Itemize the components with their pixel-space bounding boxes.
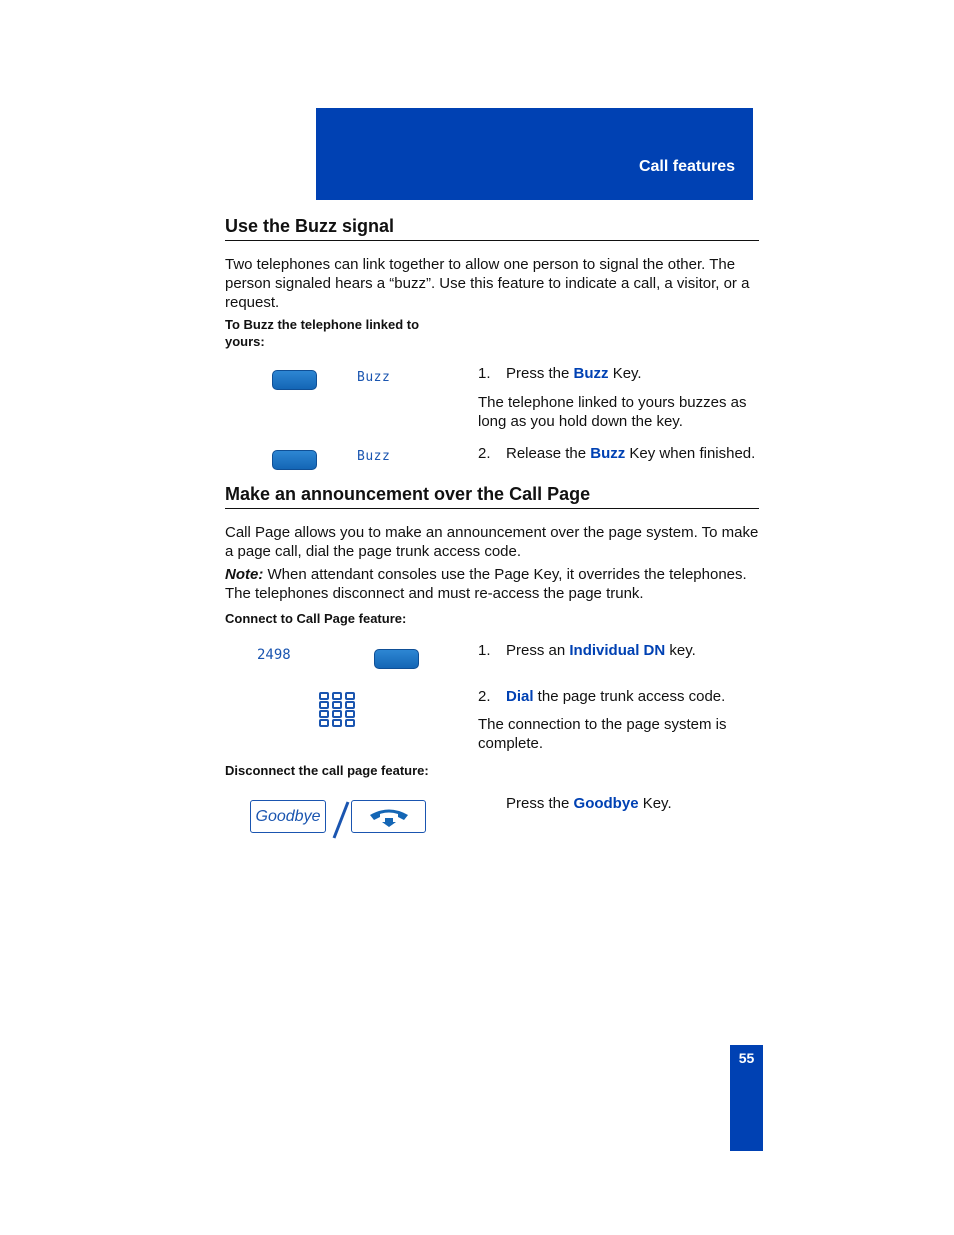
call-page-intro: Call Page allows you to make an announcement over the page system. To make a page call, dial the page trunk access code.: [225, 524, 759, 560]
buzz-key-button-release[interactable]: [272, 450, 317, 470]
or-slash-icon: [332, 800, 350, 840]
call-page-step-2: 2. Dial the page trunk access code.: [478, 688, 726, 705]
goodbye-step: Press the Goodbye Key.: [506, 795, 672, 812]
buzz-key-label-release: Buzz: [357, 449, 391, 464]
handset-icon: [367, 806, 411, 828]
buzz-step-1: 1. Press the Buzz Key.: [478, 365, 642, 382]
dn-label: 2498: [257, 647, 291, 663]
buzz-intro: Two telephones can link together to allow one person to signal the other. The person signaled hears a “buzz”. Use this feature to indicate a call, a visitor, or a request.: [225, 256, 750, 311]
call-page-note: Note: When attendant consoles use the Page Key, it overrides the telephones. The telephones disconnect and must re-access the page trunk.: [225, 566, 747, 602]
page-number: 55: [738, 1050, 755, 1066]
header-band: [316, 108, 753, 200]
buzz-step-2: 2. Release the Buzz Key when finished.: [478, 445, 756, 462]
header-title: Call features: [638, 158, 735, 175]
buzz-step-1-note: The telephone linked to yours buzzes as long as you hold down the key.: [478, 394, 747, 430]
buzz-key-label: Buzz: [357, 370, 391, 385]
call-page-step-1: 1. Press an Individual DN key.: [478, 642, 696, 659]
individual-dn-key-button[interactable]: [374, 649, 419, 669]
page-number-tab: [730, 1045, 763, 1151]
release-handset-button[interactable]: [351, 800, 426, 833]
section-title-call-page: Make an announcement over the Call Page: [225, 484, 759, 509]
section-title-buzz: Use the Buzz signal: [225, 216, 759, 241]
buzz-subheading: To Buzz the telephone linked to yours:: [225, 317, 420, 349]
connect-subheading: Connect to Call Page feature:: [225, 611, 407, 626]
buzz-key-button[interactable]: [272, 370, 317, 390]
goodbye-button[interactable]: Goodbye: [250, 800, 326, 833]
call-page-step-2-note: The connection to the page system is complete.: [478, 716, 727, 752]
dialpad-icon: [318, 691, 358, 731]
disconnect-subheading: Disconnect the call page feature:: [225, 763, 429, 778]
